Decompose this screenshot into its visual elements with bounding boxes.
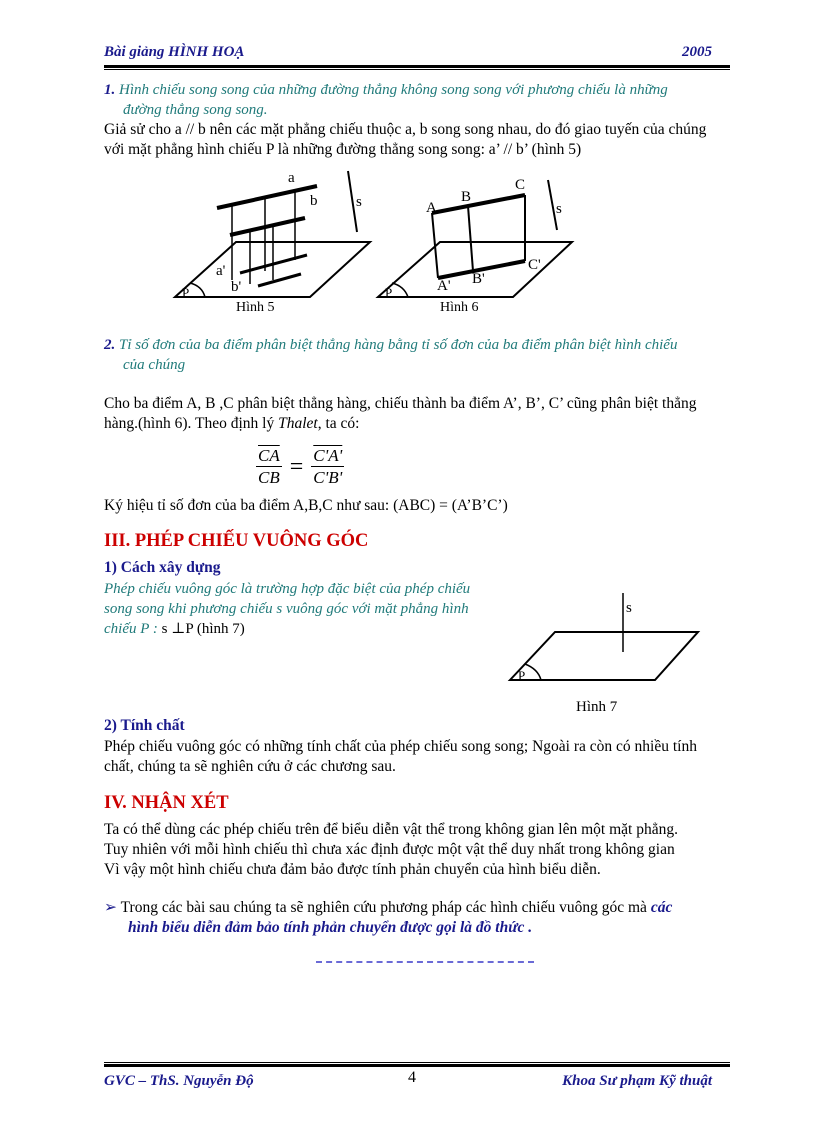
properties-line2: chất, chúng ta sẽ nghiên cứu ở các chương sau. <box>104 758 396 775</box>
label-s-7: s <box>626 600 632 616</box>
bullet-item <box>104 898 734 938</box>
label-B: B <box>461 189 472 205</box>
label-A-prime: A' <box>437 278 451 294</box>
remark-line2: Tuy nhiên với mỗi hình chiếu thì chưa xác định được một vật thể duy nhất trong không gian <box>104 841 675 858</box>
angle-arc-6 <box>392 283 408 297</box>
page-number: 4 <box>408 1069 416 1086</box>
header-rule <box>104 65 730 68</box>
label-C: C <box>515 177 526 193</box>
property-2-title-line1: Tỉ số đơn của ba điểm phân biệt thẳng hàng bằng tỉ số đơn của ba điểm phân biệt hình chiếu <box>119 337 678 353</box>
label-P-5: P <box>182 285 190 300</box>
label-b: b <box>310 193 318 209</box>
section-3-properties <box>104 737 744 777</box>
remark-line3: Vì vậy một hình chiếu chưa đảm bảo được tính phản chuyển của hình biểu diễn. <box>104 861 601 878</box>
footer-department: Khoa Sư phạm Kỹ thuật <box>562 1073 712 1089</box>
property-2-text-line2: hàng.(hình 6). Theo định lý Thalet, ta có: <box>104 415 360 432</box>
angle-arc-5 <box>190 283 205 297</box>
footer-rule-thin <box>104 1062 730 1063</box>
section-3-heading: III. PHÉP CHIẾU VUÔNG GÓC <box>104 531 369 551</box>
figure-5 <box>175 170 370 315</box>
section-3-definition <box>104 579 524 639</box>
property-2-title-line2: của chúng <box>123 357 186 373</box>
caption-7: Hình 7 <box>576 699 618 715</box>
label-a: a <box>288 170 295 186</box>
fraction-right-num: C'A' <box>313 446 343 465</box>
label-b-prime: b' <box>231 279 242 295</box>
property-2-number: 2. <box>104 337 116 353</box>
footer-rule <box>104 1064 730 1067</box>
angle-arc-7 <box>525 664 541 680</box>
bullet-line1: ➢ Trong các bài sau chúng ta sẽ nghiên cứu phương pháp các hình chiếu vuông góc mà các <box>104 899 673 916</box>
segment-ABC <box>432 195 525 213</box>
equals-sign: = <box>289 453 304 480</box>
footer-author: GVC – ThS. Nguyễn Độ <box>104 1073 254 1089</box>
header-title: Bài giảng HÌNH HOẠ <box>104 44 245 60</box>
label-A: A <box>426 200 437 216</box>
figures-5-6 <box>170 168 590 318</box>
notation-text: Ký hiệu tỉ số đơn của ba điểm A,B,C như sau: (ABC) = (A’B’C’) <box>104 497 508 514</box>
line-b <box>230 218 305 235</box>
property-1-text-line2: với mặt phẳng hình chiếu P là những đường thẳng song song: a’ // b’ (hình 5) <box>104 141 582 158</box>
figure-6 <box>378 177 572 315</box>
property-1-text <box>104 120 744 160</box>
label-B-prime: B' <box>472 271 485 287</box>
bullet-line2: hình biểu diễn đảm bảo tính phản chuyển được gọi là đồ thức . <box>128 919 533 936</box>
definition-line3: chiếu P : s ⊥P (hình 7) <box>104 621 245 637</box>
section-4-heading: IV. NHẬN XÉT <box>104 793 229 813</box>
thales-formula <box>256 446 344 488</box>
label-a-prime: a' <box>216 263 226 279</box>
header-year: 2005 <box>682 44 712 60</box>
label-P-6: P <box>385 285 393 300</box>
label-s-5: s <box>356 194 362 210</box>
bullet-arrow-icon: ➢ <box>104 899 117 916</box>
properties-line1: Phép chiếu vuông góc có những tính chất của phép chiếu song song; Ngoài ra còn có nhiều tính <box>104 738 697 755</box>
definition-line2: song song khi phương chiếu s vuông góc với mặt phẳng hình <box>104 601 469 617</box>
line-a <box>217 186 317 208</box>
caption-6: Hình 6 <box>440 300 479 315</box>
property-1-title-line1: Hình chiếu song song của những đường thẳng không song song với phương chiếu là những <box>119 82 668 98</box>
fraction-left-num: $\overline{CA}$ <box>258 446 280 465</box>
label-C-prime: C' <box>528 257 541 273</box>
label-P-7: P <box>518 668 526 683</box>
line-b-prime <box>258 274 301 286</box>
header-rule-thin <box>104 69 730 70</box>
property-2-title <box>104 335 734 375</box>
fraction-left-den: CB <box>258 468 280 487</box>
fraction-right-den: C'B' <box>313 468 343 487</box>
property-1-number: 1. <box>104 82 116 98</box>
definition-line1: Phép chiếu vuông góc là trường hợp đặc biệt của phép chiếu <box>104 581 471 597</box>
property-2-text <box>104 394 744 434</box>
remark-line1: Ta có thể dùng các phép chiếu trên để biểu diễn vật thể trong không gian lên một mặt phẳng. <box>104 821 678 838</box>
property-1-title <box>104 80 734 120</box>
fraction-right <box>311 446 344 488</box>
property-1-title-line2: đường thẳng song song. <box>123 102 268 118</box>
section-3-sub1: 1) Cách xây dựng <box>104 559 221 576</box>
label-s-6: s <box>556 201 562 217</box>
property-1-text-line1: Giả sử cho a // b nên các mặt phẳng chiếu thuộc a, b song song nhau, do đó giao tuyến của chúng <box>104 121 707 138</box>
fraction-left <box>256 446 282 488</box>
section-3-sub2: 2) Tính chất <box>104 717 185 734</box>
end-divider <box>316 961 534 963</box>
caption-5: Hình 5 <box>236 300 275 315</box>
section-4-text <box>104 820 744 880</box>
figure-7 <box>505 590 705 718</box>
property-2-text-line1: Cho ba điểm A, B ,C phân biệt thẳng hàng, chiếu thành ba điểm A’, B’, C’ cũng phân biệt thẳng <box>104 395 697 412</box>
